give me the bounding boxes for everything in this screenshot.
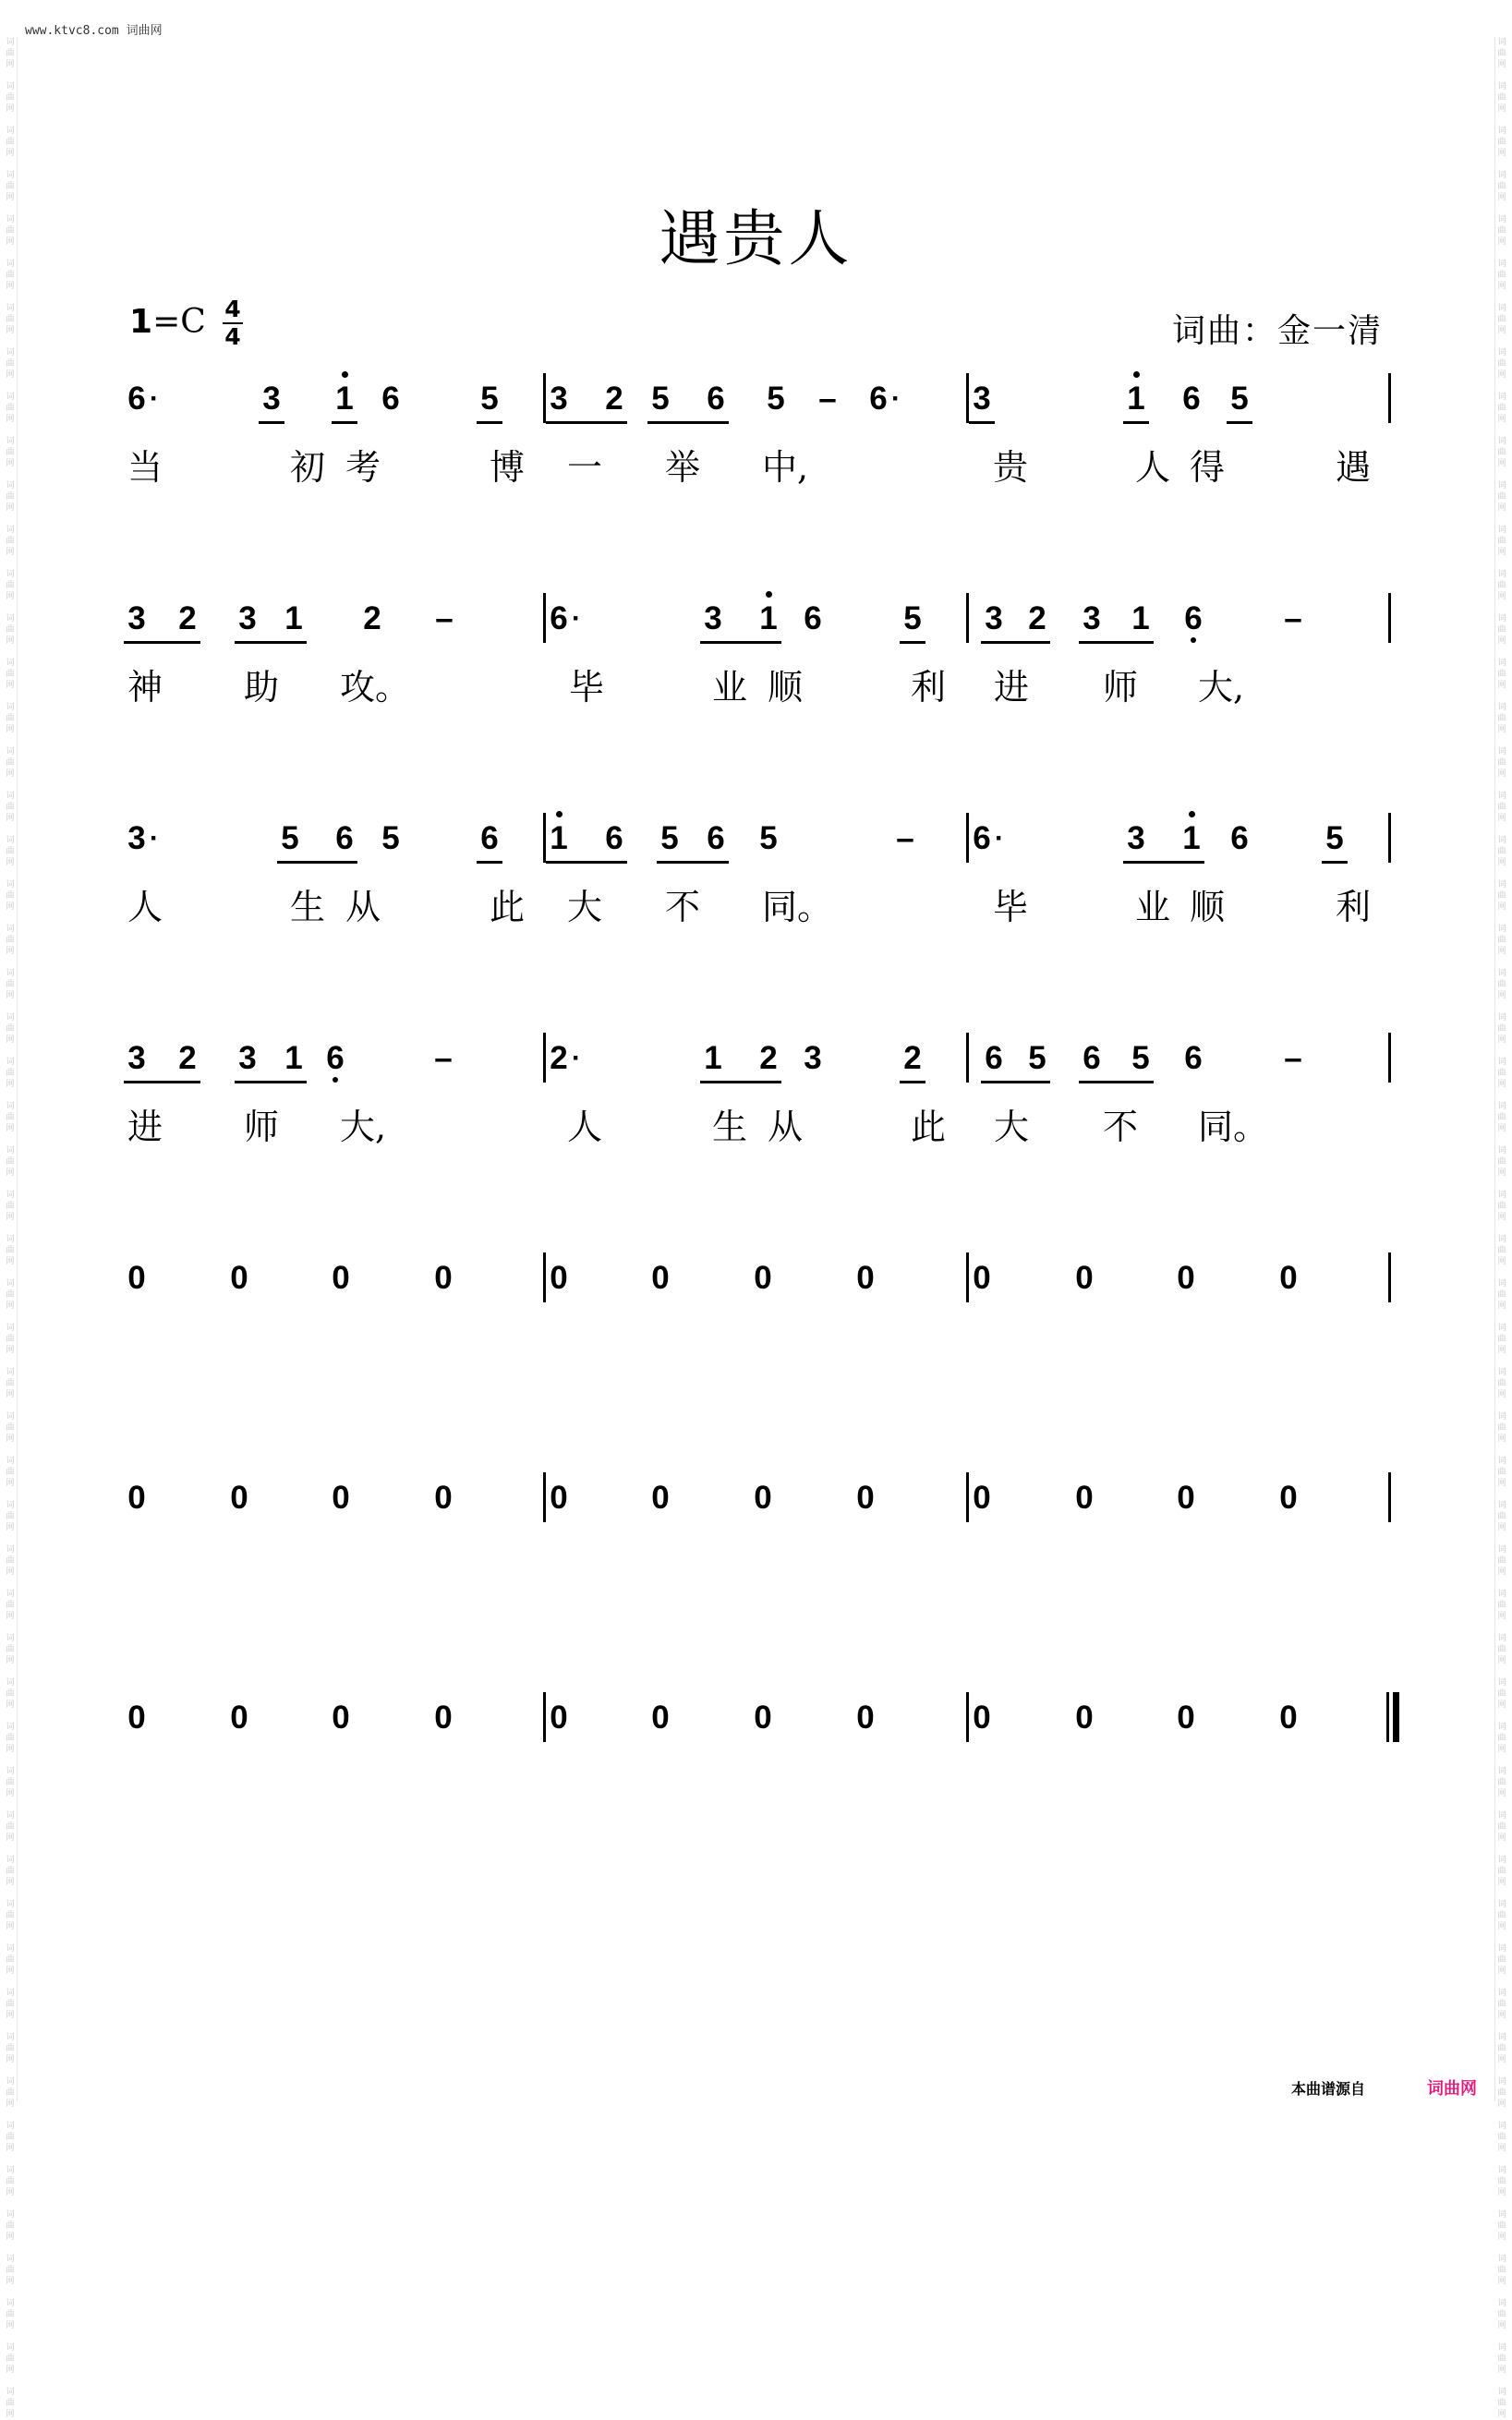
note: 5 (381, 820, 400, 856)
note: 6 (1083, 1040, 1101, 1076)
note: 3 (704, 600, 722, 636)
note: 0 (332, 1700, 350, 1736)
lyric-syllable: 进 (127, 1107, 163, 1147)
score-row (0, 820, 1512, 931)
dash-extension: – (1284, 1040, 1302, 1076)
note: 6 (973, 820, 991, 856)
note: 0 (230, 1260, 248, 1296)
note: 5 (903, 600, 922, 636)
note: 0 (651, 1480, 670, 1516)
dash-extension: – (435, 600, 454, 636)
note: 6 (985, 1040, 1003, 1076)
note: 3 (127, 820, 146, 856)
note: 1 (704, 1040, 722, 1076)
song-title: 遇贵人 (659, 203, 853, 274)
barline (1388, 1472, 1391, 1522)
note: 1 (1118, 381, 1155, 417)
note: 5 (1028, 1040, 1046, 1076)
lyric-syllable: 业 (711, 667, 747, 708)
lyric-syllable: 从 (345, 887, 381, 927)
lyric-syllable: 生 (711, 1107, 747, 1147)
note: 0 (973, 1480, 991, 1516)
eighth-underline (969, 421, 995, 424)
note: 0 (332, 1480, 350, 1516)
dash-extension: – (896, 820, 914, 856)
note: 0 (550, 1700, 568, 1736)
lyric-syllable: 人 (1134, 447, 1170, 488)
lyric-syllable: 同。 (1198, 1107, 1269, 1147)
key-number: 1 (129, 303, 153, 341)
time-signature (223, 296, 243, 350)
note: 0 (230, 1480, 248, 1516)
barline (1388, 1033, 1391, 1083)
lyric-syllable: 中, (762, 447, 809, 488)
beam-underline (713, 641, 768, 644)
beam-underline (290, 861, 345, 864)
note: 5 (281, 820, 299, 856)
lyric-syllable: 举 (664, 447, 700, 488)
note: 0 (754, 1260, 772, 1296)
barline (1388, 373, 1391, 423)
note: 3 (804, 1040, 822, 1076)
augmentation-dot: · (891, 383, 901, 414)
low-octave-dot (1191, 637, 1196, 643)
lyric-syllable: 此 (489, 887, 525, 927)
lyric-syllable: 助 (243, 667, 279, 708)
eighth-underline (477, 861, 502, 864)
eighth-underline (1322, 861, 1348, 864)
lyric-syllable: 一 (566, 447, 602, 488)
high-octave-dot (1189, 811, 1195, 817)
note: 0 (856, 1700, 875, 1736)
eighth-underline (900, 1081, 925, 1083)
lyric-syllable: 不 (664, 887, 700, 927)
beam-underline (1092, 641, 1141, 644)
lyric-syllable: 同。 (762, 887, 833, 927)
score-row (0, 1480, 1512, 1591)
note: 3 (127, 1040, 146, 1076)
barline (1388, 593, 1391, 643)
note: 6 (707, 820, 725, 856)
final-barline-thick (1393, 1692, 1399, 1742)
beam-underline (1136, 861, 1191, 864)
note: 6 (707, 381, 725, 417)
note: 6 (804, 600, 822, 636)
note: 0 (1177, 1480, 1195, 1516)
time-top: 4 (224, 296, 241, 322)
beam-underline (670, 861, 716, 864)
right-watermark-strip: 词 曲 网 词 曲 网 词 曲 网 词 曲 网 词 曲 网 词 曲 网 词 曲 网 词 曲 网 词 曲 网 词 曲 网 词 曲 网 词 曲 网 词 曲 网 词 曲 网 词 曲 网 词 曲 网 词 曲 网 词 曲 网 词 曲 网 词 曲 网 词 曲 网 词 曲 网 词 曲 网 词 曲 网 词 曲 网 词 曲 网 词 曲 网 词 曲 网 词 曲 网 词 曲 网 词 曲 网 词 曲 网 词 曲 网 词 曲 网 词 曲 网 词 曲 网 词 曲 网 词 曲 网 词 曲 网 词 曲 网 词 曲 网 词 曲 网 词 曲 网 词 曲 网 词 曲 网 词 曲 网 词 曲 网 词 曲 网 词 曲 网 词 曲 网 词 曲 网 词 曲 网 词 曲 网 词 曲 网 (1497, 38, 1506, 2419)
lyric-syllable: 大, (340, 1107, 387, 1147)
dash-extension: – (434, 1040, 453, 1076)
beam-underline (660, 421, 716, 424)
composer-credit: 词曲：金一清 (1171, 312, 1383, 350)
score-row (0, 1260, 1512, 1371)
barline (966, 1033, 969, 1083)
low-octave-dot (333, 1077, 338, 1083)
note: 0 (550, 1480, 568, 1516)
note: 5 (759, 820, 778, 856)
lyric-syllable: 考 (345, 447, 381, 488)
note: 1 (540, 820, 577, 857)
lyric-syllable: 大, (1198, 667, 1245, 708)
note: 5 (660, 820, 679, 856)
beam-underline (1092, 1081, 1141, 1083)
note: 6 (335, 820, 354, 856)
note: 0 (1279, 1700, 1298, 1736)
note: 5 (1131, 1040, 1150, 1076)
note: 6 (381, 381, 400, 417)
lyric-syllable: 博 (489, 447, 525, 488)
lyric-syllable: 此 (910, 1107, 946, 1147)
augmentation-dot: · (572, 1043, 581, 1073)
lyric-syllable: 大 (566, 887, 602, 927)
note: 0 (1279, 1480, 1298, 1516)
note: 6 (1175, 600, 1212, 637)
lyric-syllable: 人 (566, 1107, 602, 1147)
note: 6 (480, 820, 499, 856)
site-url: www.ktvc8.com 词曲网 (25, 24, 163, 38)
note: 0 (973, 1260, 991, 1296)
note: 2 (759, 1040, 778, 1076)
lyric-syllable: 利 (1335, 887, 1371, 927)
score-row (0, 1040, 1512, 1151)
augmentation-dot: · (995, 823, 1004, 853)
note: 2 (178, 1040, 197, 1076)
note: 0 (1177, 1260, 1195, 1296)
beam-underline (248, 1081, 294, 1083)
note: 0 (856, 1260, 875, 1296)
dash-extension: – (818, 381, 837, 417)
lyric-syllable: 从 (767, 1107, 803, 1147)
beam-underline (994, 641, 1037, 644)
note: 2 (363, 600, 381, 636)
note: 0 (754, 1700, 772, 1736)
note: 1 (750, 600, 787, 637)
source-label: 本曲谱源自 (1291, 2080, 1366, 2098)
barline (1388, 813, 1391, 863)
eighth-underline (259, 421, 284, 424)
note: 6 (1184, 1040, 1203, 1076)
high-octave-dot (556, 811, 562, 817)
lyric-syllable: 进 (993, 667, 1029, 708)
note: 0 (1075, 1480, 1094, 1516)
note: 3 (550, 381, 568, 417)
note: 3 (1083, 600, 1101, 636)
score-row (0, 1700, 1512, 1810)
note: 0 (550, 1260, 568, 1296)
note: 3 (238, 600, 257, 636)
note: 0 (434, 1480, 453, 1516)
note: 0 (1075, 1700, 1094, 1736)
lyric-syllable: 毕 (992, 887, 1028, 927)
note: 2 (903, 1040, 922, 1076)
beam-underline (137, 1081, 187, 1083)
beam-underline (559, 861, 614, 864)
note: 5 (1230, 381, 1249, 417)
lyric-syllable: 贵 (992, 447, 1028, 488)
note: 6 (1230, 820, 1249, 856)
note: 5 (651, 381, 670, 417)
note: 2 (605, 381, 623, 417)
note: 3 (127, 600, 146, 636)
note: 0 (651, 1700, 670, 1736)
time-bottom: 4 (224, 323, 241, 350)
lyric-syllable: 毕 (568, 667, 604, 708)
augmentation-dot: · (150, 383, 159, 414)
lyric-syllable: 攻。 (340, 667, 411, 708)
note: 6 (869, 381, 888, 417)
eighth-underline (1227, 421, 1252, 424)
score-row (0, 600, 1512, 711)
lyric-syllable: 遇 (1335, 447, 1371, 488)
note: 0 (434, 1700, 453, 1736)
note: 5 (767, 381, 785, 417)
lyric-syllable: 师 (1102, 667, 1138, 708)
note: 3 (985, 600, 1003, 636)
note: 3 (1127, 820, 1145, 856)
note: 6 (550, 600, 568, 636)
note: 3 (973, 381, 991, 417)
lyric-syllable: 人 (127, 887, 163, 927)
note: 1 (284, 1040, 303, 1076)
lyric-syllable: 顺 (1189, 887, 1225, 927)
note: 0 (230, 1700, 248, 1736)
final-barline-thin (1386, 1692, 1389, 1742)
high-octave-dot (342, 371, 348, 378)
eighth-underline (477, 421, 502, 424)
beam-underline (248, 641, 294, 644)
lyric-syllable: 初 (289, 447, 325, 488)
lyric-syllable: 大 (993, 1107, 1029, 1147)
lyric-syllable: 师 (243, 1107, 279, 1147)
note: 6 (317, 1040, 354, 1077)
dash-extension: – (1284, 600, 1302, 636)
lyric-syllable: 神 (127, 667, 163, 708)
note: 1 (1131, 600, 1150, 636)
note: 0 (856, 1480, 875, 1516)
note: 6 (605, 820, 623, 856)
lyric-syllable: 生 (289, 887, 325, 927)
note: 6 (1182, 381, 1201, 417)
note: 0 (434, 1260, 453, 1296)
eighth-underline (900, 641, 925, 644)
eighth-underline (1123, 421, 1149, 424)
left-watermark-strip: 词 曲 网 词 曲 网 词 曲 网 词 曲 网 词 曲 网 词 曲 网 词 曲 网 词 曲 网 词 曲 网 词 曲 网 词 曲 网 词 曲 网 词 曲 网 词 曲 网 词 曲 网 词 曲 网 词 曲 网 词 曲 网 词 曲 网 词 曲 网 词 曲 网 词 曲 网 词 曲 网 词 曲 网 词 曲 网 词 曲 网 词 曲 网 词 曲 网 词 曲 网 词 曲 网 词 曲 网 词 曲 网 词 曲 网 词 曲 网 词 曲 网 词 曲 网 词 曲 网 词 曲 网 词 曲 网 词 曲 网 词 曲 网 词 曲 网 词 曲 网 词 曲 网 词 曲 网 词 曲 网 词 曲 网 词 曲 网 词 曲 网 词 曲 网 词 曲 网 词 曲 网 词 曲 网 词 曲 网 (6, 38, 15, 2419)
note: 5 (1325, 820, 1344, 856)
lyric-syllable: 业 (1134, 887, 1170, 927)
beam-underline (137, 641, 187, 644)
beam-underline (713, 1081, 768, 1083)
note: 0 (973, 1700, 991, 1736)
beam-underline (559, 421, 614, 424)
note: 2 (1028, 600, 1046, 636)
note: 3 (262, 381, 281, 417)
note: 0 (1075, 1260, 1094, 1296)
key-letter: C (180, 303, 206, 341)
key-signature (129, 303, 206, 341)
high-octave-dot (1133, 371, 1140, 378)
high-octave-dot (766, 591, 772, 598)
key-equals: = (152, 303, 181, 341)
augmentation-dot: · (572, 603, 581, 634)
beam-underline (994, 1081, 1037, 1083)
note: 0 (651, 1260, 670, 1296)
site-logo[interactable]: 词曲网 (1427, 2079, 1477, 2099)
note: 1 (284, 600, 303, 636)
lyric-syllable: 当 (127, 447, 163, 488)
note: 2 (178, 600, 197, 636)
note: 0 (754, 1480, 772, 1516)
lyric-syllable: 顺 (767, 667, 803, 708)
eighth-underline (332, 421, 357, 424)
note: 5 (480, 381, 499, 417)
lyric-syllable: 得 (1189, 447, 1225, 488)
note: 0 (332, 1260, 350, 1296)
note: 0 (1177, 1700, 1195, 1736)
augmentation-dot: · (150, 823, 159, 853)
note: 1 (326, 381, 363, 417)
lyric-syllable: 利 (910, 667, 946, 708)
note: 0 (127, 1260, 146, 1296)
note: 3 (238, 1040, 257, 1076)
note: 0 (1279, 1260, 1298, 1296)
score-row (0, 381, 1512, 491)
note: 1 (1173, 820, 1210, 857)
note: 2 (550, 1040, 568, 1076)
note: 6 (127, 381, 146, 417)
lyric-syllable: 不 (1102, 1107, 1138, 1147)
note: 0 (127, 1480, 146, 1516)
barline (1388, 1252, 1391, 1302)
barline (966, 593, 969, 643)
note: 0 (127, 1700, 146, 1736)
